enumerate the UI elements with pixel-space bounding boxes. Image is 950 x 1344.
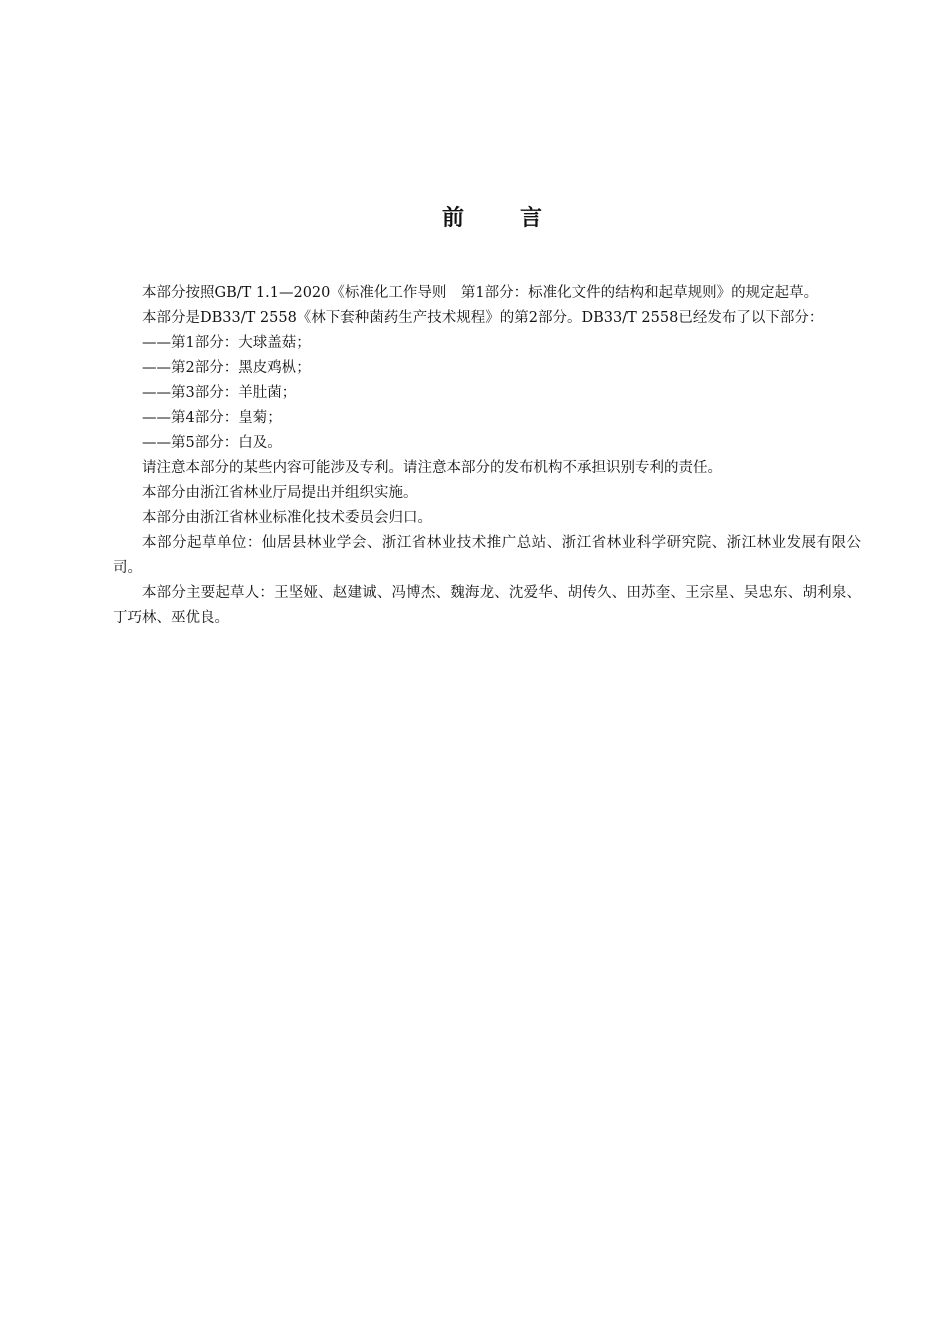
- paragraph-centralized-management: 本部分由浙江省林业标准化技术委员会归口。: [142, 510, 432, 526]
- paragraph-drafting-basis: 本部分按照GB/T 1.1—2020《标准化工作导则 第1部分：标准化文件的结构和起草规则》的规定起草。: [142, 285, 819, 301]
- foreword-body: [113, 281, 861, 631]
- paragraph-series-info: 本部分是DB33/T 2558《林下套种菌药生产技术规程》的第2部分。DB33/T 2558已经发布了以下部分：: [142, 310, 824, 326]
- paragraph-patent-notice: 请注意本部分的某些内容可能涉及专利。请注意本部分的发布机构不承担识别专利的责任。: [142, 460, 722, 476]
- list-item: ——第4部分：皇菊；: [142, 410, 282, 426]
- paragraph-drafters: 本部分主要起草人：王坚娅、赵建诚、冯博杰、魏海龙、沈爱华、胡传久、田苏奎、王宗星、吴忠东、胡利泉、丁巧林、巫优良。: [113, 585, 861, 626]
- list-item: ——第3部分：羊肚菌；: [142, 385, 297, 401]
- page-title: 前言: [441, 205, 598, 231]
- list-item: ——第2部分：黑皮鸡枞；: [142, 360, 311, 376]
- list-item: ——第5部分：白及。: [142, 435, 282, 451]
- paragraph-proposer: 本部分由浙江省林业厅局提出并组织实施。: [142, 485, 418, 501]
- list-item: ——第1部分：大球盖菇；: [142, 335, 311, 351]
- paragraph-drafting-units: 本部分起草单位：仙居县林业学会、浙江省林业技术推广总站、浙江省林业科学研究院、浙江林业发展有限公司。: [113, 535, 861, 576]
